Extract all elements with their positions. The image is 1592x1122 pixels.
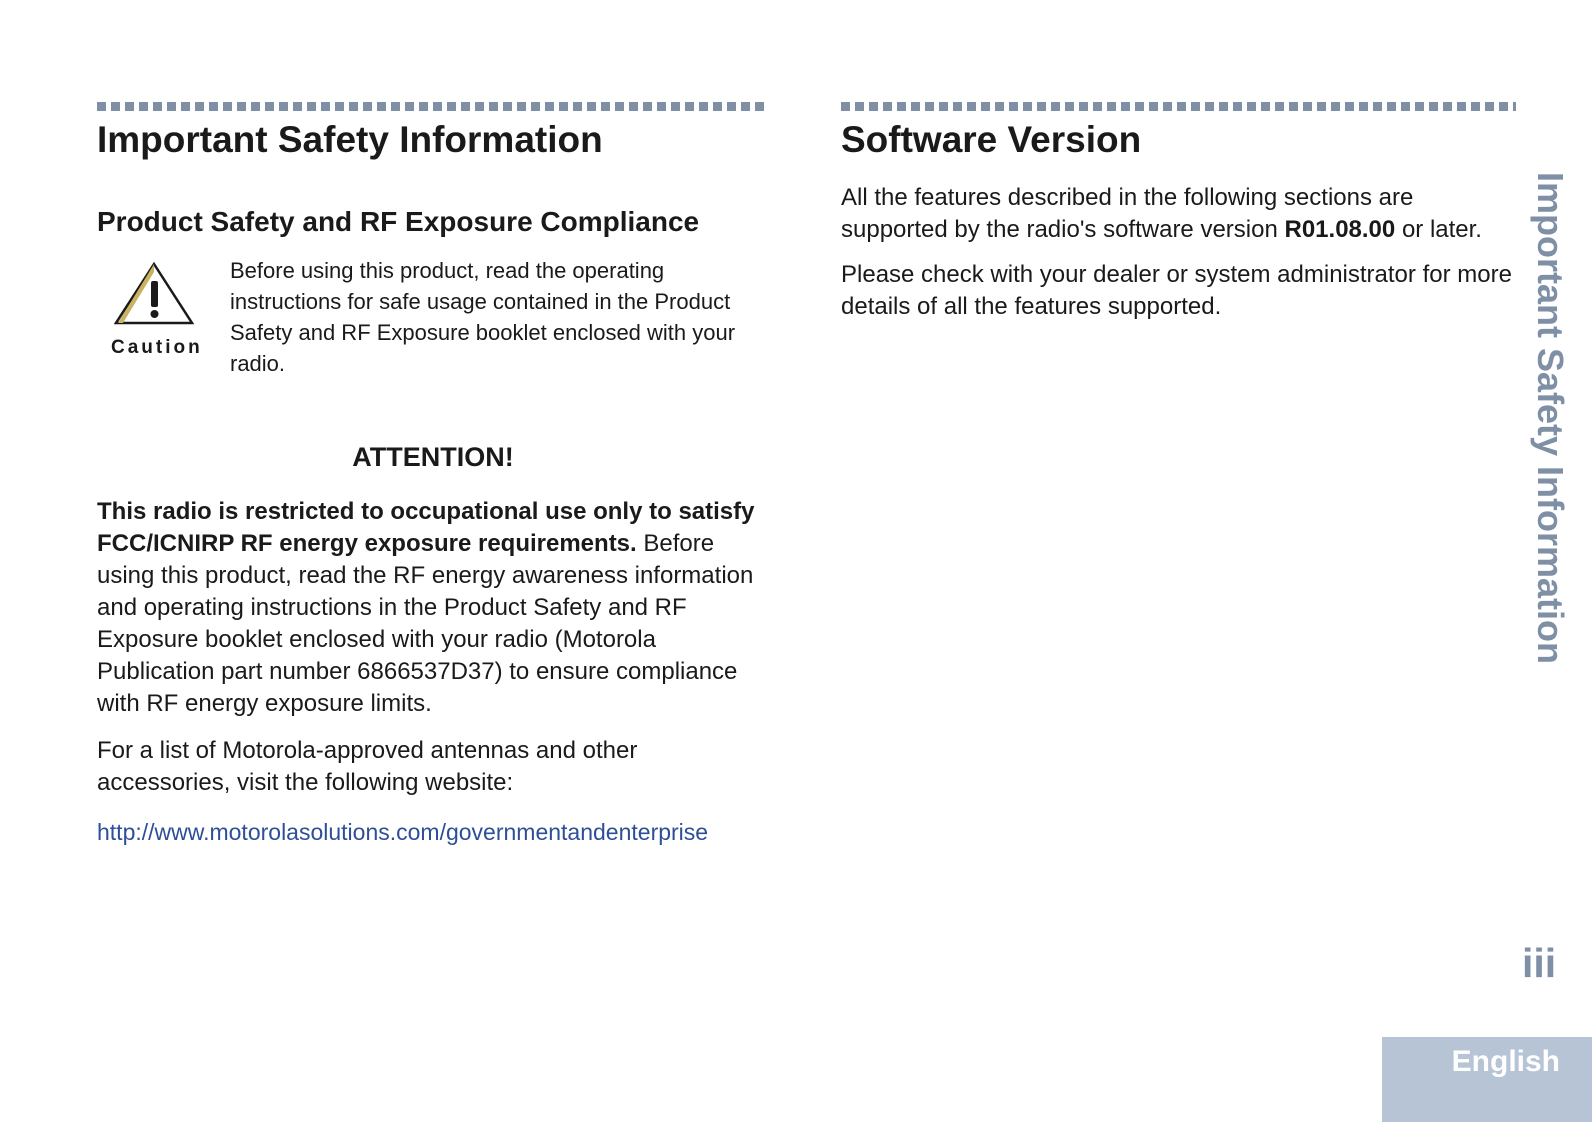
software-version-text: All the features described in the following sections are supported by the radio's software version bbox=[841, 184, 1414, 243]
accessories-paragraph: For a list of Motorola-approved antennas and other accessories, visit the following website: bbox=[97, 737, 638, 796]
motorola-website-link[interactable]: http://www.motorolasolutions.com/governmentandenterprise bbox=[97, 819, 709, 845]
caution-label: Caution bbox=[111, 337, 203, 358]
rf-exposure-paragraph bbox=[97, 496, 769, 720]
side-section-title: Important Safety Information bbox=[1530, 172, 1571, 665]
safety-heading: Important Safety Information bbox=[97, 119, 603, 160]
page-number: iii bbox=[1522, 940, 1557, 986]
warning-triangle-icon bbox=[114, 261, 194, 327]
caution-graphic bbox=[111, 261, 203, 359]
attention-heading: ATTENTION! bbox=[352, 442, 514, 472]
rf-compliance-subheading: Product Safety and RF Exposure Compliance bbox=[97, 206, 700, 237]
language-tab bbox=[1382, 1037, 1592, 1122]
dealer-paragraph: Please check with your dealer or system administrator for more details of all the features supported. bbox=[841, 261, 1512, 320]
section-divider bbox=[841, 102, 1516, 111]
caution-text: Before using this product, read the operating instructions for safe usage contained in the Product Safety and RF Exposure booklet enclosed with your radio. bbox=[230, 258, 736, 376]
software-section bbox=[841, 102, 1516, 323]
caution-notice bbox=[97, 255, 769, 375]
section-divider bbox=[97, 102, 769, 111]
rf-instructions-text: Before using this product, read the RF energy awareness information and operating instructions in the Product Safety and RF Exposure booklet enclosed with your radio (Motorola Publication part number 6866537D37) to ensure compliance with RF energy exposure limits. bbox=[97, 530, 754, 717]
software-version-suffix: or later. bbox=[1401, 216, 1482, 243]
software-heading: Software Version bbox=[841, 119, 1142, 160]
website-paragraph bbox=[97, 816, 769, 848]
software-version-paragraph bbox=[841, 182, 1516, 246]
safety-section bbox=[97, 102, 769, 848]
language-label: English bbox=[1451, 1045, 1560, 1078]
software-version-number: R01.08.00 bbox=[1284, 216, 1396, 243]
rf-restriction-bold: This radio is restricted to occupational use only to satisfy FCC/ICNIRP RF energy exposure requirements. bbox=[97, 498, 755, 557]
